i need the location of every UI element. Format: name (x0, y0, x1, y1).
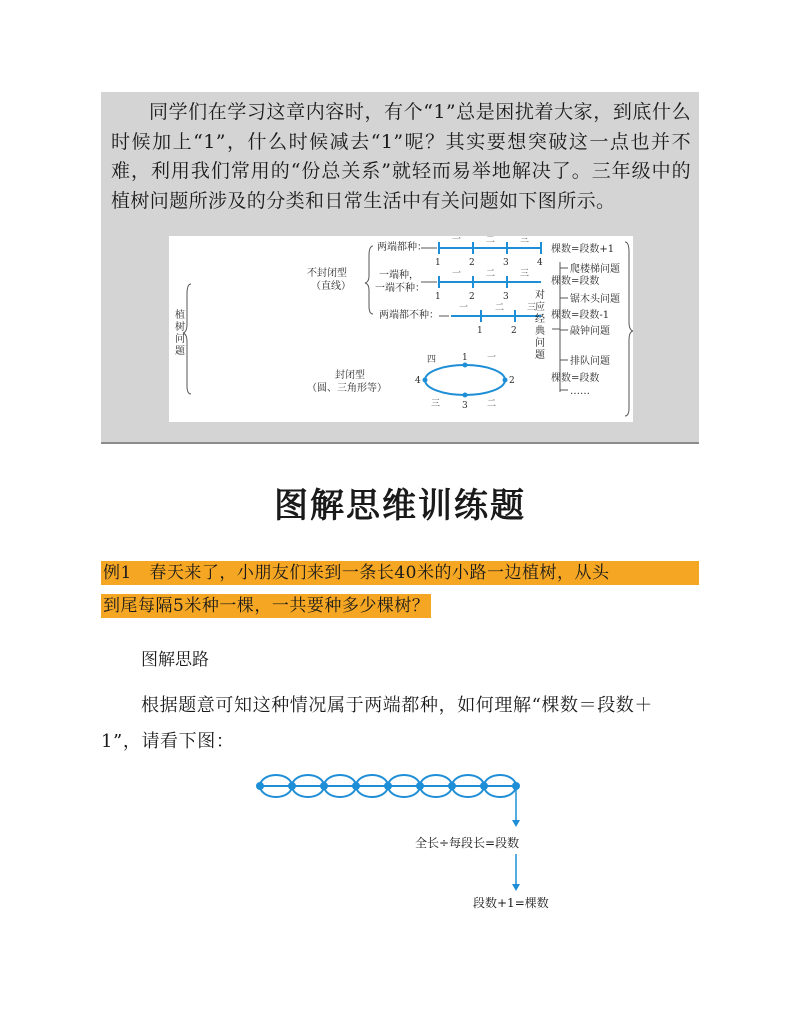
svg-text:4: 4 (537, 258, 543, 268)
svg-text:3: 3 (503, 292, 509, 302)
svg-text:一: 一 (487, 353, 497, 363)
case-one-end-label: 一端种， (379, 270, 419, 281)
tree-point (416, 782, 424, 790)
closed-ellipse (415, 353, 515, 411)
case-one-end-label-2: 一端不种： (375, 283, 425, 294)
tree-point (480, 782, 488, 790)
svg-text:二: 二 (486, 269, 496, 279)
arrow-head-2 (512, 884, 520, 891)
root-char: 树 (175, 322, 185, 333)
explanation-line-2: 1”，请看下图： (101, 731, 235, 752)
svg-text:1: 1 (462, 353, 468, 363)
svg-text:四: 四 (427, 355, 437, 365)
tree-point (352, 782, 360, 790)
svg-text:2: 2 (469, 258, 475, 268)
formula-both-ends: 棵数=段数+1 (551, 244, 615, 255)
arrow-head-1 (512, 820, 520, 827)
svg-text:三: 三 (527, 303, 537, 313)
root-char: 问 (175, 334, 185, 345)
classic-items (548, 254, 648, 404)
svg-text:2: 2 (511, 326, 517, 336)
root-char: 植 (175, 310, 185, 321)
svg-text:1: 1 (435, 292, 441, 302)
svg-text:二: 二 (495, 303, 505, 313)
segment-chain (256, 775, 520, 797)
classic-item: 锯木头问题 (570, 294, 620, 305)
closed-type-sub: （圆、三角形等） (307, 383, 387, 394)
section-label: 图解思路 (141, 650, 209, 670)
svg-text:1: 1 (435, 258, 441, 268)
example-line-1: 例1 春天来了，小朋友们来到一条长40米的小路一边植树，从头 (101, 561, 699, 585)
example-line-2: 到尾每隔5米种一棵，一共要种多少棵树？ (103, 596, 430, 616)
classic-item: 爬楼梯问题 (570, 264, 620, 275)
classic-vertical-label: 对应经典问题 (535, 290, 545, 361)
svg-text:4: 4 (415, 376, 421, 386)
root-char: 题 (175, 346, 185, 357)
case-one-end-line (435, 268, 541, 302)
svg-text:一: 一 (452, 236, 462, 245)
svg-text:一: 一 (459, 303, 469, 313)
tree-point (448, 782, 456, 790)
svg-text:3: 3 (503, 258, 509, 268)
svg-text:3: 3 (462, 401, 468, 411)
svg-text:二: 二 (487, 399, 497, 409)
classic-item: 敲钟问题 (570, 326, 610, 337)
svg-text:二: 二 (486, 236, 496, 245)
classic-item: …… (570, 386, 590, 397)
page-title: 图解思维训练题 (274, 486, 526, 526)
case-no-ends-label: 两端都不种： (379, 310, 439, 321)
tree-point (256, 782, 264, 790)
classic-item: 排队问题 (570, 356, 610, 367)
open-brace (365, 246, 373, 314)
explanation-line-1: 根据题意可知这种情况属于两端都种，如何理解“棵数＝段数＋ (141, 695, 653, 716)
svg-text:一: 一 (452, 269, 462, 279)
intro-paragraph: 同学们在学习这章内容时，有个“1”总是困扰着大家，到底什么时候加上“1”，什么时候减去“1”呢？其实要想突破这一点也并不难，利用我们常用的“份总关系”就轻而易举地解决了。三年级中的植树问题所涉及的分类和日常生活中有关问题如下图所示。 (111, 101, 691, 212)
tree-point (320, 782, 328, 790)
svg-text:三: 三 (520, 269, 530, 279)
formula-total-div: 全长÷每段长=段数 (415, 836, 520, 850)
closed-type-label: 封闭型 (335, 370, 365, 381)
formula-no-ends: 棵数=段数-1 (551, 310, 610, 321)
svg-text:2: 2 (509, 376, 515, 386)
case-both-ends-label: 两端都种： (377, 242, 427, 253)
svg-text:三: 三 (431, 399, 441, 409)
segment-svg (245, 766, 565, 916)
formula-closed: 棵数=段数 (551, 373, 600, 384)
open-type-label: 不封闭型 (307, 268, 347, 279)
case-no-ends-line (451, 302, 541, 336)
formula-one-end: 棵数=段数 (551, 276, 600, 287)
svg-text:1: 1 (477, 326, 483, 336)
svg-text:2: 2 (469, 292, 475, 302)
case-both-ends-line (435, 236, 543, 268)
tree-point (384, 782, 392, 790)
open-type-sub: （直线） (311, 281, 351, 292)
tree-point (288, 782, 296, 790)
svg-text:三: 三 (520, 236, 530, 245)
formula-segments-plus: 段数+1=棵数 (473, 896, 549, 910)
segment-figure (245, 766, 565, 916)
